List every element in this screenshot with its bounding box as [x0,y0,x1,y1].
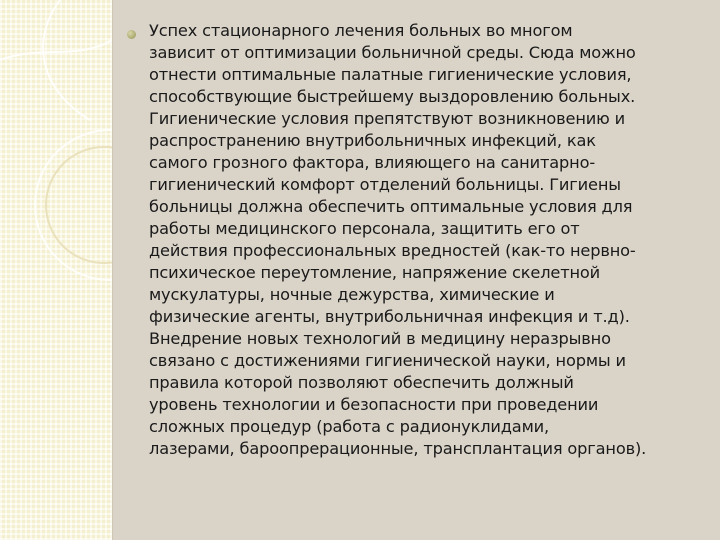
decorative-circle [46,147,112,263]
decorative-swirl-graphic [0,0,112,540]
decorative-curve [0,40,112,60]
bullet-text: Успех стационарного лечения больных во многом зависит от оптимизации больничной среды. Сюда можно отнести оптимальные палатные гигиенические условия, способствующие быстрейшему выздоровлению больных. Гигиенические условия препятствуют возникновению и распространению внутрибольничных инфекций, как самого грозного фактора, влияющего на санитарно- гигиенический комфорт отделений больницы. Гигиены больницы должна обеспечить оптимальные условия для работы медицинского персонала, защитить его от действия профессиональных вредностей (как-то нервно- психическое переутомление, напряжение скелетной мускулатуры, ночные дежурства, химические и физические агенты, внутрибольничная инфекция и т.д). Внедрение новых технологий в медицину неразрывно связано с достижениями гигиенической науки, нормы и правила которой позволяют обеспечить должный уровень технологии и безопасности при проведении сложных процедур (работа с радионуклидами, лазерами, бароопрерационные, трансплантация органов). [149,21,647,458]
decorative-side-panel [0,0,112,540]
decorative-curve [43,0,90,120]
slide-content [113,0,720,540]
bullet-icon [127,30,136,39]
